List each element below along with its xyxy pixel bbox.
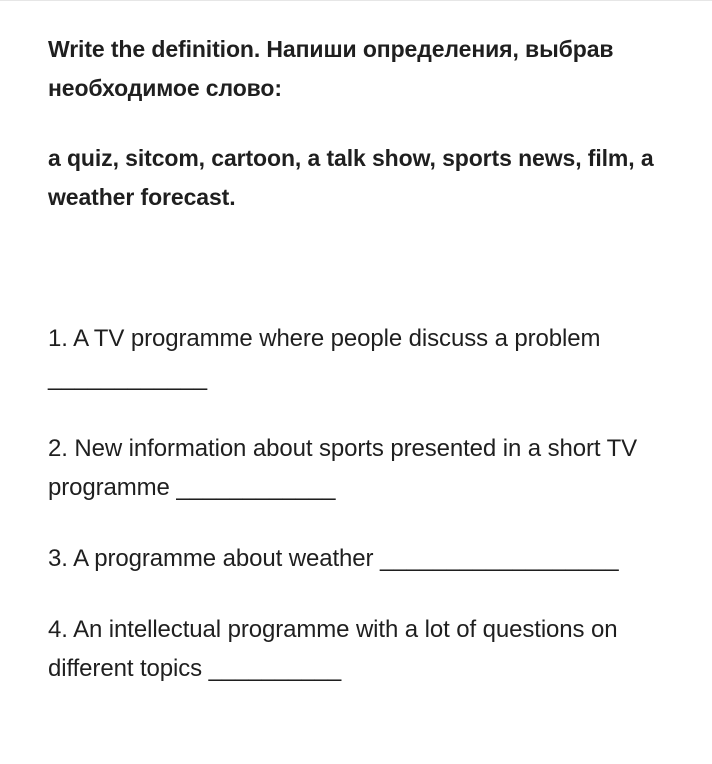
answer-blank: __________________ [380,545,619,572]
question-list [48,319,678,688]
question-number: 2. [48,435,68,462]
top-divider [0,0,712,1]
question-text: A TV programme where people discuss a problem [73,325,601,352]
question-item [48,610,678,688]
answer-blank: ____________ [176,474,336,501]
question-item [48,539,678,578]
answer-blank: ____________ [48,364,207,391]
question-item [48,429,678,507]
word-bank: a quiz, sitcom, cartoon, a talk show, sports news, film, a weather forecast. [48,145,654,210]
question-text: A programme about weather [73,545,374,572]
question-number: 4. [48,616,68,643]
question-number: 1. [48,325,68,352]
question-number: 3. [48,545,68,572]
question-text: An intellectual programme with a lot of questions on different topics [48,616,618,682]
worksheet [48,30,678,720]
answer-blank: __________ [208,655,342,682]
task-heading: Write the definition. Напиши определения, выбрав необходимое слово: [48,36,614,101]
question-item [48,319,678,397]
question-text: New information about sports presented in a short TV programme [48,435,638,501]
